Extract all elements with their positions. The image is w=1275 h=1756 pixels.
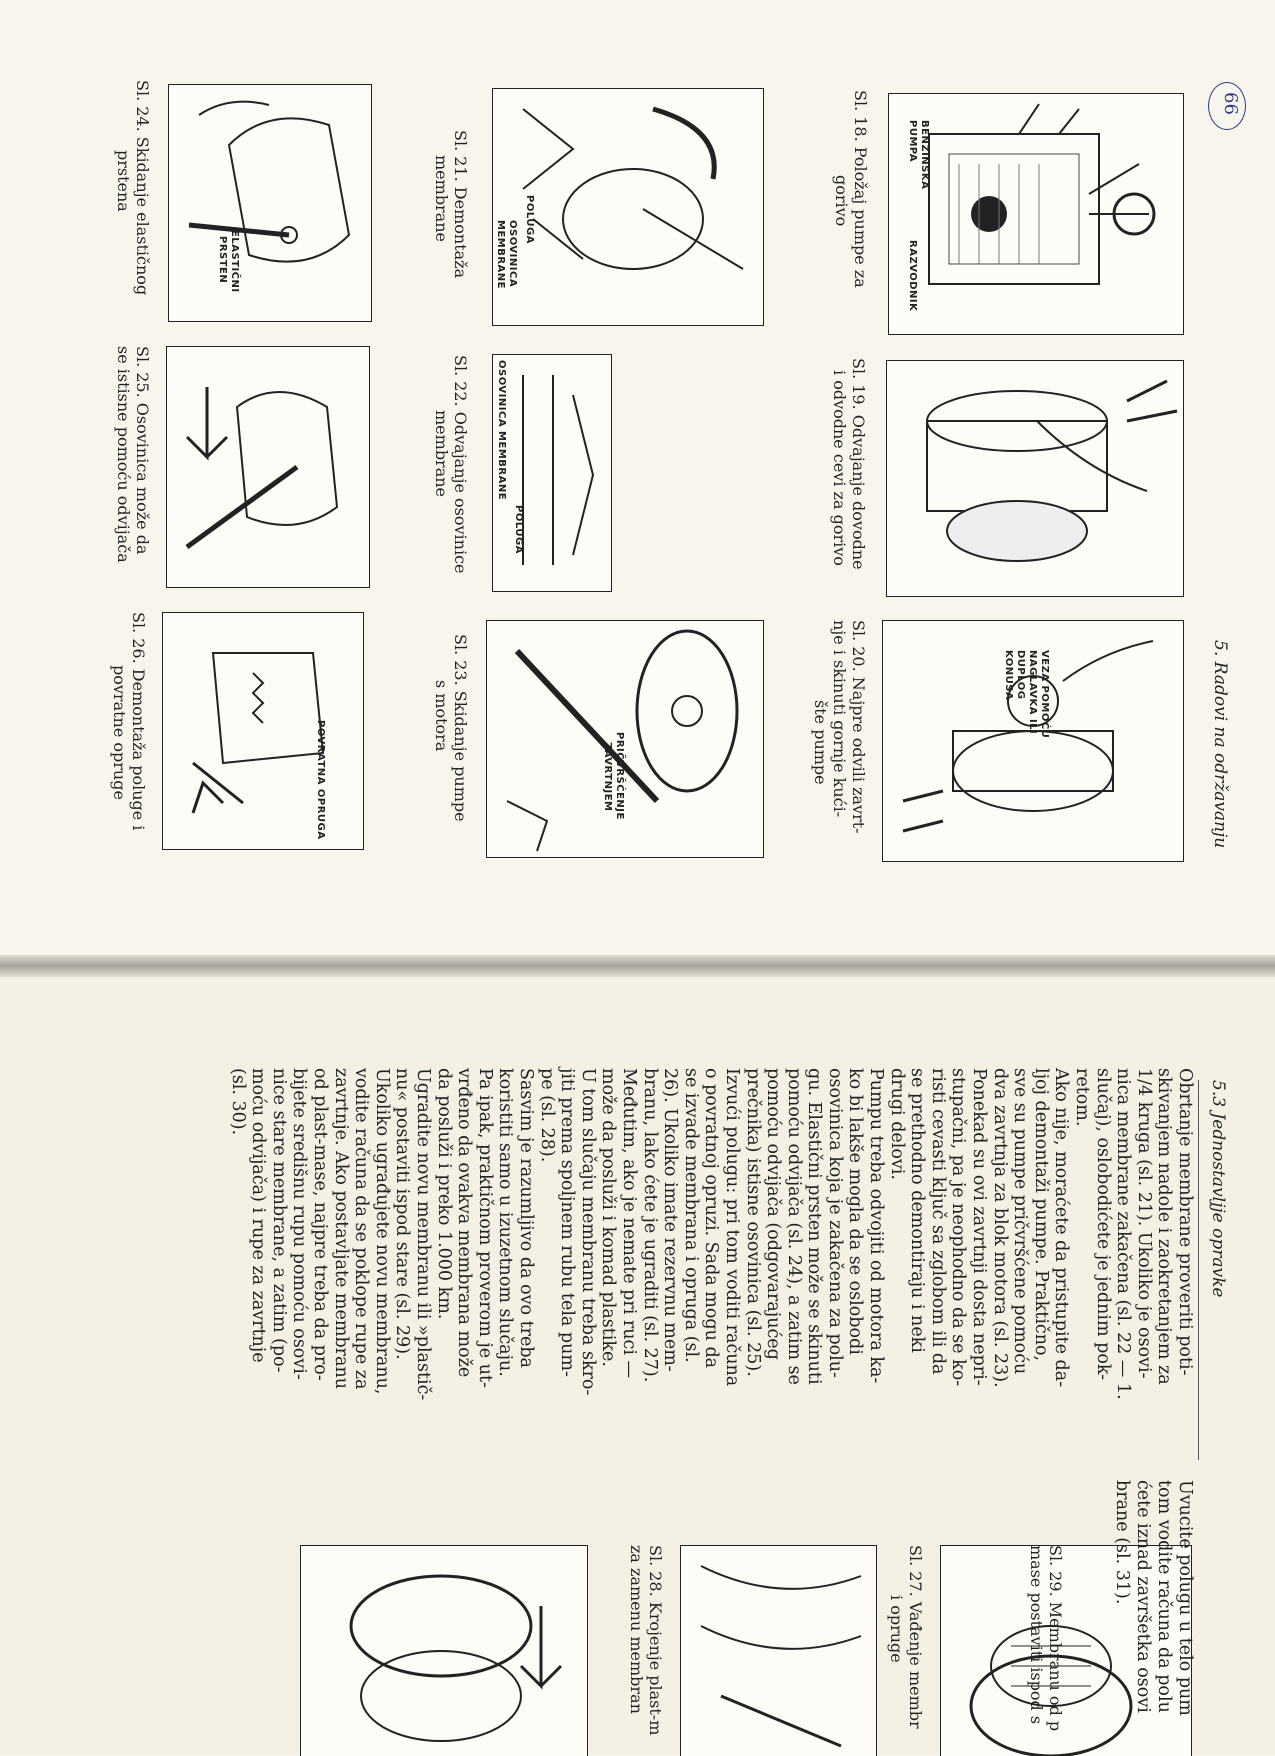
page-number: 66 [1220,92,1241,115]
fig28-caption-2: za zamenu membran [627,1545,646,1714]
body-line: pomoću odvijača (sl. 24), a zatim se [783,1068,804,1385]
fig26-caption-2: povratne opruge [110,665,129,800]
body-line: pe (sl. 28). [536,1068,557,1163]
fig27-caption-2: i opruge [887,1595,906,1663]
body-line: Ponekad su ovi zavrtnji dosta nepri- [969,1068,990,1386]
fig21-label-1: POLUGA [524,195,535,244]
body-line: Međutim, ako je nemate pri ruci — [618,1068,639,1379]
figure-28-plastic [680,1545,877,1756]
body-line: Pa ipak, praktičnom proverom je ut- [474,1068,495,1388]
fig21-label-3: MEMBRANE [495,220,506,289]
body-line: branu, lako ćete je ugraditi (sl. 27). [639,1068,660,1383]
fig19-caption-1: Sl. 19. Odvajanje dovodne [849,358,868,570]
figure-22-shaft [492,354,612,592]
figure-18-engine [888,93,1184,335]
fig18-label-1: BENZINSKA [919,120,930,190]
body-line: moću odvijača) i rupe za zavrtnje [248,1068,269,1363]
fig23-label-2: ZAVRTNJEM [602,742,613,812]
fig23-label-1: PRIČVRŠĆENJE [614,732,625,820]
body-line: gu. Elastični prsten može se skinuti [804,1068,825,1385]
running-header-top: 5. Radovi na održavanju [1210,640,1230,849]
body-line: zavrtnje. Ako postavljate membranu [330,1068,351,1390]
fig22-label-2: POLUGA [513,505,524,554]
figure-24-ring [168,84,372,322]
fig20-caption-1: Sl. 20. Najpre odvili zavrt- [849,620,868,834]
fig18-label-3: RAZVODNIK [907,240,918,312]
body-line: Izvući polugu: pri tom voditi računa [721,1068,742,1387]
body-line: od plast-mase, najpre treba da pro- [310,1068,331,1381]
body-line: jiti prema spoljnem rubu tela pum- [557,1068,578,1377]
figure-29-membrane-place [300,1545,588,1756]
body-line: Pumpu treba odvojiti od motora ka- [866,1068,887,1384]
fig27-caption-1: Sl. 27. Vađenje membr [906,1545,925,1729]
fig24-caption-1: Sl. 24. Skidanje elastičnog [133,80,152,296]
body-line: ljoj demontaži pumpe. Praktično, [1030,1068,1051,1362]
body-line: Ako nije, moraćete da pristupite da- [1051,1068,1072,1388]
body-line: (sl. 30). [227,1068,248,1136]
body-line: 1/4 kruga (sl. 21). Ukoliko je osovi- [1133,1068,1154,1379]
body-line: pomoću odvijača (odgovarajućeg [763,1068,784,1360]
body-line: nu« postaviti ispod stare (sl. 29). [392,1068,413,1360]
body-line: se izvade membrana i opruga (sl. [680,1068,701,1363]
body-line: se prethodno demontiraju i neki [907,1068,928,1353]
body-line: osovinica koja je zakačena za polu- [824,1068,845,1378]
fig26-label-1: POVRATNA OPRUGA [315,720,326,840]
side-text-1: Uvucite polugu u telo pum [1175,1480,1195,1716]
fig18-caption-2: gorivo [832,175,851,227]
body-line: nice stare membrane, a zatim (po- [268,1068,289,1373]
fig23-caption-2: s motora [432,680,451,752]
body-line: Ukoliko ugrađujete novu membranu, [371,1068,392,1395]
side-text-4: brane (sl. 31). [1112,1480,1132,1605]
body-line: bijete središnu rupu pomoću osovi- [289,1068,310,1380]
fig18-caption-1: Sl. 18. Položaj pumpe za [851,90,870,288]
fig20-label-3: DUPLOG [1015,650,1026,700]
body-line: dva zavrtnja za blok motora (sl. 23). [989,1068,1010,1388]
fig20-label-2: NAGLAVKA ILI [1027,650,1038,735]
fig26-caption-1: Sl. 26. Demontaža poluge i [129,612,148,831]
body-line: retom. [1072,1068,1093,1127]
fig18-label-2: PUMPA [907,120,918,163]
fig24-label-2: PRSTEN [217,236,228,284]
fig20-label-4: KONUSA [1003,650,1014,701]
body-line: 26). Ukoliko imate rezervnu mem- [660,1068,681,1372]
body-line: risti cevasti ključ sa zglobom ili da [927,1068,948,1375]
body-line: slučaj), oslobodićete je jednim pok- [1092,1068,1113,1381]
body-line: može da posluži i komad plastike. [598,1068,619,1367]
header-rule [1198,1080,1199,1460]
fig29-caption-1: Sl. 29. Membranu od p [1046,1545,1065,1732]
body-text [227,1068,1195,1468]
fig20-caption-2: nje i skinuti gornje kući- [830,620,849,818]
fig24-caption-2: prstena [114,150,133,212]
fig22-caption-2: membrane [432,410,451,498]
body-line: koristiti samo u izuzetnom slučaju. [495,1068,516,1377]
fig20-caption-3: šte pumpe [811,700,830,785]
fig29-caption-2: mase postaviti ispod s [1027,1545,1046,1725]
book-spine [0,955,1275,977]
body-line: vrđeno da ovakva membrana može [454,1068,475,1378]
figure-25-shaft-push [166,346,370,588]
body-line: ko bi lakše mogla da se oslobodi [845,1068,866,1355]
figure-23-pump-removal [486,620,764,858]
body-line: skivanjem nadole i zaokretanjem za [1154,1068,1175,1385]
fig22-label-1: OSOVINICA MEMBRANE [496,360,507,501]
fig21-caption-1: Sl. 21. Demontaža [451,130,470,279]
fig25-caption-2: se istisne pomoću odvijača [114,346,133,563]
body-line: drugi delovi. [886,1068,907,1180]
body-line: o povratnoj opruzi. Sada mogu da [701,1068,722,1369]
body-line: da posluži i preko 1.000 km. [433,1068,454,1320]
side-text-3: ćete iznad završetka osovi [1133,1480,1153,1713]
fig25-caption-1: Sl. 25. Osovinica može da [133,346,152,555]
fig28-caption-1: Sl. 28. Krojenje plast-m [646,1545,665,1736]
body-line: Ugradite novu membranu ili »plastič- [413,1068,434,1401]
fig24-label-1: ELASTIČNI [229,230,240,293]
body-line: vodite računa da se poklope rupe za [351,1068,372,1390]
body-line: Sasvim je razumljivo da ovo treba [516,1068,536,1368]
body-line: sve su pumpe pričvršćene pomoću [1010,1068,1031,1375]
fig20-label-1: VEZA POMOĆU [1039,650,1050,739]
fig21-caption-2: membrane [432,155,451,243]
body-line: nica membrane zakačena (sl. 22 — 1. [1113,1068,1134,1400]
running-header-bottom: 5.3 Jednostavljje opravke [1208,1080,1228,1298]
figure-19-pump [886,360,1184,597]
fig22-caption-1: Sl. 22. Odvajanje osovinice [451,355,470,574]
fig21-label-2: OSOVINICA [507,220,518,288]
body-line: Obrtanje membrane proveriti poti- [1175,1068,1195,1376]
body-line: prečnika) istisne osovinica (sl. 25). [742,1068,763,1377]
fig19-caption-2: i odvodne cevi za gorivo [830,370,849,566]
fig23-caption-1: Sl. 23. Skidanje pumpe [451,634,470,822]
side-text-2: tom vodite računa da polu [1154,1480,1174,1713]
body-line: U tom slučaju membranu treba skro- [577,1068,598,1396]
figure-26-spring [162,612,364,850]
body-line: stupačni, pa je neophodno da se ko- [948,1068,969,1387]
